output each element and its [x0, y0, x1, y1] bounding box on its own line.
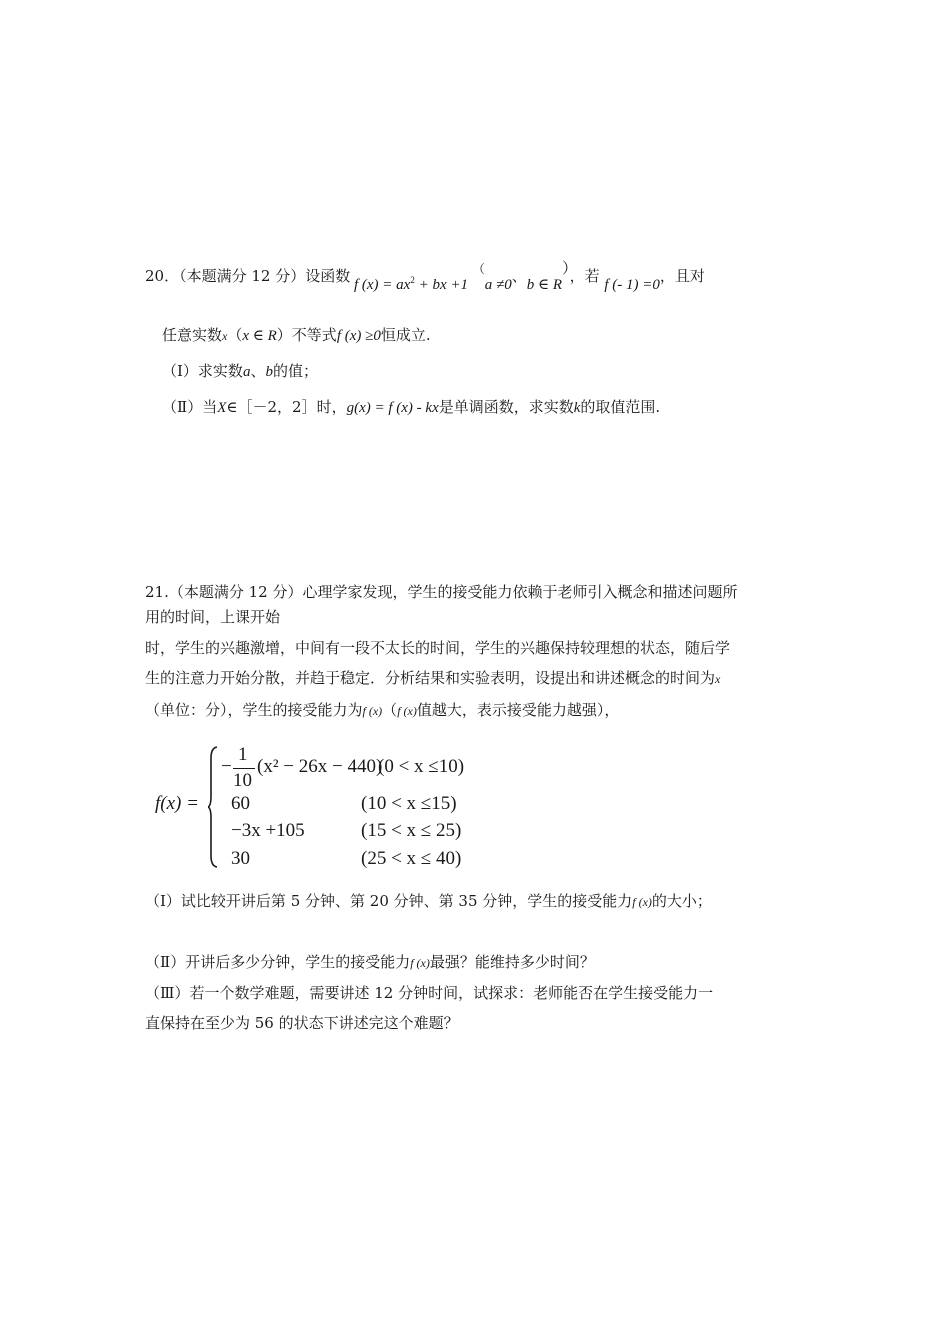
piecewise-row-3: −3x +105: [231, 820, 305, 841]
piecewise-row-2: 60: [231, 793, 250, 814]
q21-line-2: 用的时间，上课开始: [145, 608, 281, 626]
q21-part-3-cont: 直保持在至少为 56 的状态下讲述完这个难题？: [145, 1014, 459, 1032]
q21-part-3: （Ⅲ）若一个数学难题，需要讲述 12 分钟时间，试探求：老师能否在学生接受能力一: [145, 984, 714, 1002]
q21-part-2: （Ⅱ）开讲后多少分钟，学生的接受能力f (x)最强？能维持多少时间？: [145, 953, 595, 971]
q21-line-1: 21.（本题满分 12 分）心理学家发现，学生的接受能力依赖于老师引入概念和描述问题所: [145, 583, 738, 601]
q21-line-4: 生的注意力开始分散，并趋于稳定．分析结果和实验表明，设提出和讲述概念的时间为x: [145, 669, 721, 687]
q20-line-2: 任意实数x（x ∈ R）不等式f (x) ≥0恒成立.: [162, 326, 431, 344]
q20-condition-b: b ∈ R: [526, 277, 563, 293]
q20-function-definition: f $(x) = ax^2$ + bx +1: [353, 275, 468, 293]
q21-line-3: 时，学生的兴趣激增，中间有一段不太长的时间，学生的兴趣保持较理想的状态，随后学: [145, 639, 731, 657]
q20-line-1: 20．（本题满分 12 分）设函数 f $(x) = ax^2$ + bx +1 （a ≠0、b ∈ R），若 f (- 1) =0，且对: [145, 259, 705, 293]
q20-part-2: （Ⅱ）当X∈［－2，2］时，g(x) = f (x) - kx是单调函数，求实数k的取值范围.: [162, 398, 661, 416]
piecewise-lhs: f(x) =: [155, 793, 199, 814]
q20-part-1: （Ⅰ）求实数a、b的值；: [162, 362, 318, 380]
fraction-numerator: 1: [238, 744, 248, 765]
q21-part-1: （Ⅰ）试比较开讲后第 5 分钟、第 20 分钟、第 35 分钟，学生的接受能力f (x)的大小；: [145, 892, 712, 910]
piecewise-row-4: 30: [231, 848, 250, 869]
q20-heading: 20．（本题满分 12 分）设函数: [145, 267, 351, 285]
left-brace: [208, 746, 218, 868]
q20-f-neg1: f (- 1) =0: [604, 277, 660, 293]
fraction-denominator: 10: [233, 770, 252, 791]
q20-condition-a: a ≠0: [484, 277, 512, 293]
q21-line-5: （单位：分），学生的接受能力为f (x)（f (x)值越大，表示接受能力越强），: [145, 701, 620, 719]
